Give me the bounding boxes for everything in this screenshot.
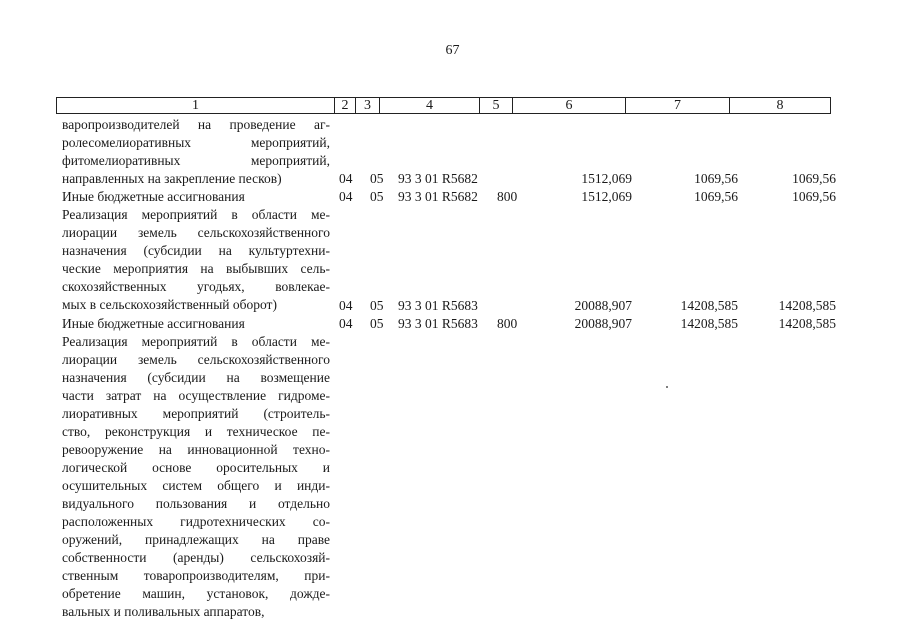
description-line: Иные бюджетные ассигнования <box>62 315 245 331</box>
cell-c4: 93 3 01 R5683 <box>398 297 478 313</box>
description-line: осушительных систем общего и инди- <box>62 477 330 493</box>
cell-c4: 93 3 01 R5682 <box>398 171 478 187</box>
column-header-3: 3 <box>356 98 380 114</box>
column-header-6: 6 <box>513 98 626 114</box>
cell-c7: 1069,56 <box>694 171 738 187</box>
cell-c6: 1512,069 <box>581 189 632 205</box>
description-line: Реализация мероприятий в области ме- <box>62 207 330 223</box>
description-line: ственным товаропроизводителям, при- <box>62 567 330 583</box>
cell-c6: 1512,069 <box>581 171 632 187</box>
cell-c2: 04 <box>339 171 353 187</box>
cell-c7: 14208,585 <box>680 297 738 313</box>
description-line: обретение машин, установок, дожде- <box>62 585 330 601</box>
cell-c4: 93 3 01 R5682 <box>398 189 478 205</box>
description-line: собственности (аренды) сельскохозяй- <box>62 549 330 565</box>
description-line: ство, реконструкция и техническое пе- <box>62 423 330 439</box>
cell-c4: 93 3 01 R5683 <box>398 315 478 331</box>
column-header-5: 5 <box>480 98 513 114</box>
cell-c2: 04 <box>339 189 353 205</box>
cell-c3: 05 <box>370 171 384 187</box>
column-header-table <box>56 97 831 114</box>
description-line: оружений, принадлежащих на праве <box>62 531 330 547</box>
cell-c7: 14208,585 <box>680 315 738 331</box>
description-line: расположенных гидротехнических со- <box>62 513 330 529</box>
cell-c8: 14208,585 <box>778 297 836 313</box>
description-line: логической основе оросительных и <box>62 459 330 475</box>
description-line: видуального пользования и отдельно <box>62 495 330 511</box>
table-row <box>0 315 905 333</box>
description-line: назначения (субсидии на культуртехни- <box>62 243 330 259</box>
cell-c2: 04 <box>339 297 353 313</box>
cell-c6: 20088,907 <box>574 315 632 331</box>
column-header-2: 2 <box>335 98 356 114</box>
cell-c5: 800 <box>497 315 518 331</box>
column-header-7: 7 <box>626 98 730 114</box>
description-line: лиорации земель сельскохозяйственного <box>62 225 330 241</box>
description-line: ревооружение на инновационной техно- <box>62 441 330 457</box>
description-line: варопроизводителей на проведение аг- <box>62 117 330 132</box>
description-line: лиоративных мероприятий (строитель- <box>62 405 330 421</box>
cell-c6: 20088,907 <box>574 297 632 313</box>
column-header-4: 4 <box>380 98 480 114</box>
column-header-1: 1 <box>57 98 335 114</box>
description-line: вальных и поливальных аппаратов, <box>62 603 265 619</box>
cell-c3: 05 <box>370 189 384 205</box>
row-description <box>62 333 330 621</box>
cell-c3: 05 <box>370 297 384 313</box>
description-line: назначения (субсидии на возмещение <box>62 369 330 385</box>
cell-c2: 04 <box>339 315 353 331</box>
description-line: Реализация мероприятий в области ме- <box>62 333 330 349</box>
table-row <box>0 188 905 206</box>
cell-c8: 1069,56 <box>792 171 836 187</box>
description-line: Иные бюджетные ассигнования <box>62 189 245 205</box>
table-row <box>0 170 905 188</box>
description-line: ролесомелиоративных мероприятий, <box>62 135 330 150</box>
description-line: части затрат на осуществление гидроме- <box>62 387 330 403</box>
cell-c8: 14208,585 <box>778 315 836 331</box>
description-line: лиорации земель сельскохозяйственного <box>62 351 330 367</box>
cell-c5: 800 <box>497 189 518 205</box>
page-number: 67 <box>445 43 460 58</box>
description-line: мых в сельскохозяйственный оборот) <box>62 297 277 313</box>
description-line: направленных на закрепление песков) <box>62 171 282 186</box>
cell-c8: 1069,56 <box>792 189 836 205</box>
cell-c7: 1069,56 <box>694 189 738 205</box>
table-row <box>0 297 905 315</box>
scan-speck <box>666 386 668 388</box>
description-line: ческие мероприятия на выбывших сель- <box>62 261 330 277</box>
description-line: скохозяйственных угодьях, вовлекае- <box>62 279 330 295</box>
column-header-8: 8 <box>730 98 831 114</box>
cell-c3: 05 <box>370 315 384 331</box>
description-line: фитомелиоративных мероприятий, <box>62 153 330 168</box>
